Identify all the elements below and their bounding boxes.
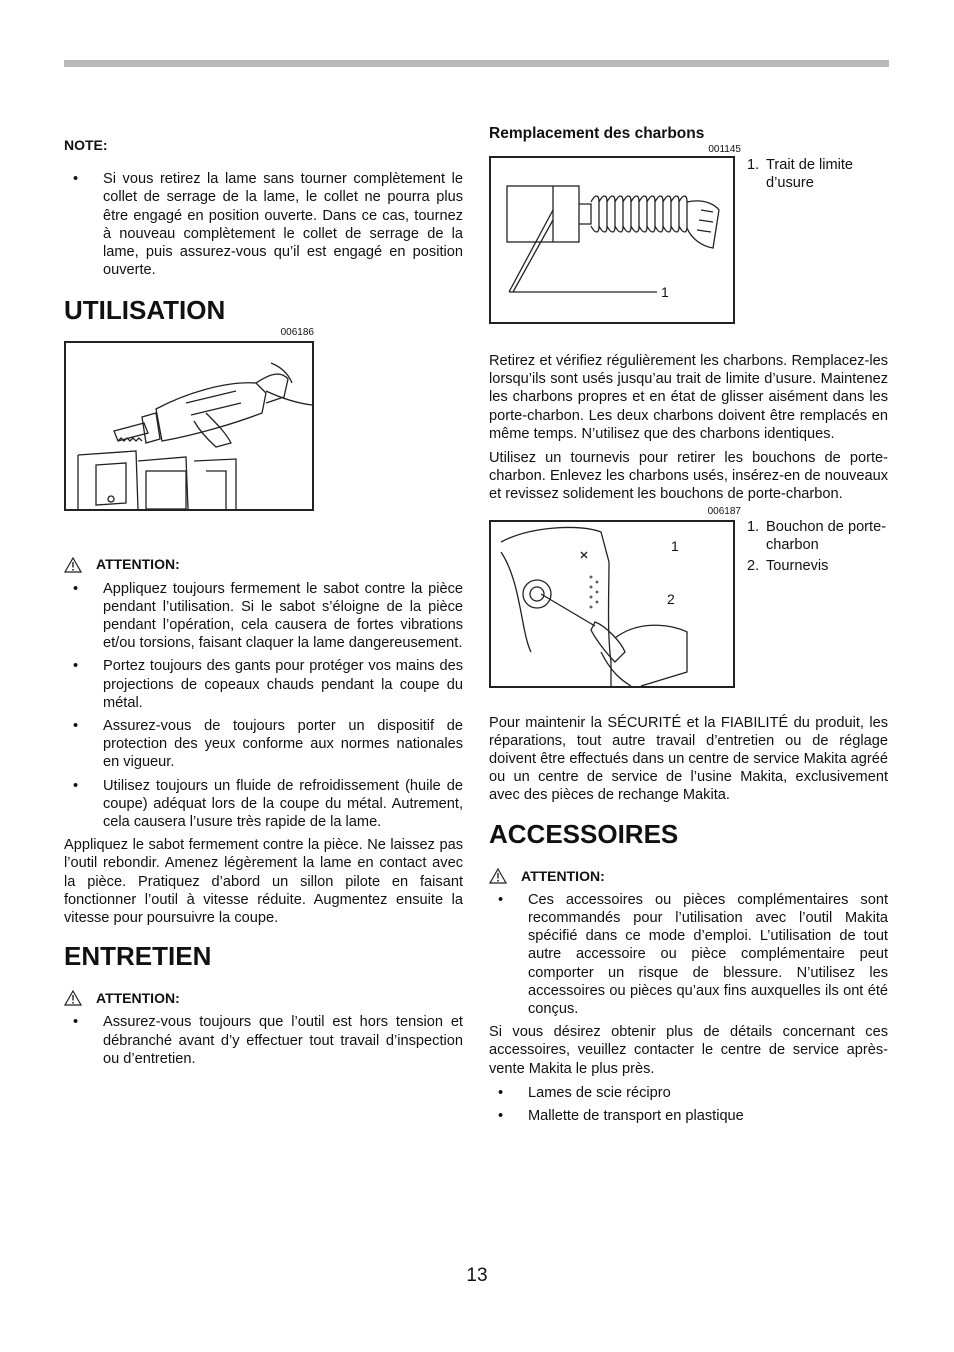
list-item: • Si vous retirez la lame sans tourner complètement le collet de serrage de la lame, le collet ne pourra plus être engagé en position ouverte. Dans ce cas, tournez à nouveau complètement le collet de serrage de la lame, puis assurez-vous qu’il est engagé en position ouverte. [64, 170, 463, 279]
right-column [489, 124, 888, 1130]
carbon-brush-illustration [491, 158, 733, 322]
utilisation-list [64, 580, 463, 832]
callout-1: 1 [671, 537, 679, 554]
callout-2: 2 [667, 590, 675, 607]
left-column [64, 136, 463, 1073]
utilisation-paragraph: Appliquez le sabot fermement contre la pièce. Ne laissez pas l’outil rebondir. Amenez légèrement la lame en contact avec la pièce. Pratiquez d’abord un sillon pilote en faisant fonctionner l’outil à vitesse réduite. Augmentez ensuite la vitesse pour poursuivre la coupe. [64, 837, 463, 927]
figure-legend [747, 156, 888, 195]
figure-legend [747, 518, 888, 579]
attention-label: ATTENTION: [521, 867, 605, 884]
list-item: • Mallette de transport en plastique [489, 1107, 888, 1125]
accessoires-list [489, 1084, 888, 1125]
list-item: • Ces accessoires ou pièces complémentaires sont recommandés pour l’utilisation avec l’outil Makita spécifié dans ce mode d’emploi. L’utilisation de tout autre accessoire ou pièce complémentaire peut comporter un risque de blessure. N’utilisez les accessoires ou pièces qu’aux fins auxquelles ils ont été conçus. [489, 891, 888, 1018]
utilisation-heading: UTILISATION [64, 295, 226, 326]
accessoires-warning-list [489, 891, 888, 1018]
warning-triangle-icon [64, 990, 82, 1006]
attention-header [64, 989, 463, 1007]
attention-label: ATTENTION: [96, 990, 180, 1007]
accessoires-heading: ACCESSOIRES [489, 818, 679, 849]
list-item: • Utilisez toujours un fluide de refroidissement (huile de coupe) adéquat lors de la coupe du métal. Autrement, cela causera l’usure très rapide de la lame. [64, 777, 463, 832]
attention-header [489, 867, 888, 885]
legend-item: 1. Bouchon de porte-charbon [747, 518, 887, 553]
charbons-paragraph-1: Retirez et vérifiez régulièrement les charbons. Remplacez-les lorsqu’ils sont usés jusqu’au trait de limite d’usure. Maintenez les charbons propres et en état de glisser aisément dans les porte-charbon. Les deux charbons doivent être remplacés en même temps. N’utilisez que des charbons identiques. [489, 353, 888, 442]
note-label: NOTE: [64, 137, 108, 153]
brush-cap-figure [489, 520, 735, 688]
figure-code: 006186 [280, 327, 314, 339]
charbons-heading: Remplacement des charbons [489, 125, 705, 142]
legend-item: 2. Tournevis [747, 558, 829, 575]
figure-code: 006187 [707, 505, 741, 517]
list-item: • Appliquez toujours fermement le sabot contre la pièce pendant l’utilisation. Si le sabot s’éloigne de la pièce pendant l’opération, cela causera de fortes vibrations et/ou torsions, faisant claquer la lame dangereusement. [64, 580, 463, 653]
figure-row [489, 156, 888, 324]
screwdriver-illustration [491, 522, 733, 686]
attention-header [64, 555, 463, 573]
carbon-brush-figure [489, 156, 735, 324]
top-rule [64, 60, 889, 67]
attention-label: ATTENTION: [96, 556, 180, 573]
list-item: • Assurez-vous toujours que l’outil est hors tension et débranché avant d’y effectuer tout travail d’inspection ou d’entretien. [64, 1013, 463, 1068]
callout-1: 1 [661, 284, 669, 300]
warning-triangle-icon [64, 557, 82, 573]
figure-row [489, 518, 888, 688]
entretien-list [64, 1013, 463, 1068]
warning-triangle-icon [489, 868, 507, 884]
securite-paragraph: Pour maintenir la SÉCURITÉ et la FIABILITÉ du produit, les réparations, tout autre travail d’entretien ou de réglage doivent être effectués dans un centre de service Makita agréé ou un centre de service de l’usine Makita, exclusivement avec des pièces de rechange Makita. [489, 714, 888, 804]
note-list [64, 170, 463, 279]
legend-item: 1. Trait de limite d’usure [747, 157, 854, 192]
charbons-paragraph-2: Utilisez un tournevis pour retirer les bouchons de porte-charbon. Enlevez les charbons usés, insérez-en de nouveaux et revissez solidement les bouchons de porte-charbon. [489, 450, 888, 503]
reciprocating-saw-illustration [66, 343, 312, 509]
figure-code: 001145 [708, 144, 741, 155]
entretien-heading: ENTRETIEN [64, 941, 212, 972]
list-item: • Assurez-vous de toujours porter un dispositif de protection des yeux conforme aux normes nationales en vigueur. [64, 717, 463, 772]
saw-figure [64, 341, 314, 511]
list-item: • Lames de scie récipro [489, 1084, 888, 1102]
page-number: 13 [466, 1265, 488, 1286]
accessoires-paragraph: Si vous désirez obtenir plus de détails concernant ces accessoires, veuillez contacter le centre de service après-vente Makita le plus près. [489, 1024, 888, 1077]
list-item: • Portez toujours des gants pour protéger vos mains des projections de copeaux chauds pendant la coupe du métal. [64, 657, 463, 712]
